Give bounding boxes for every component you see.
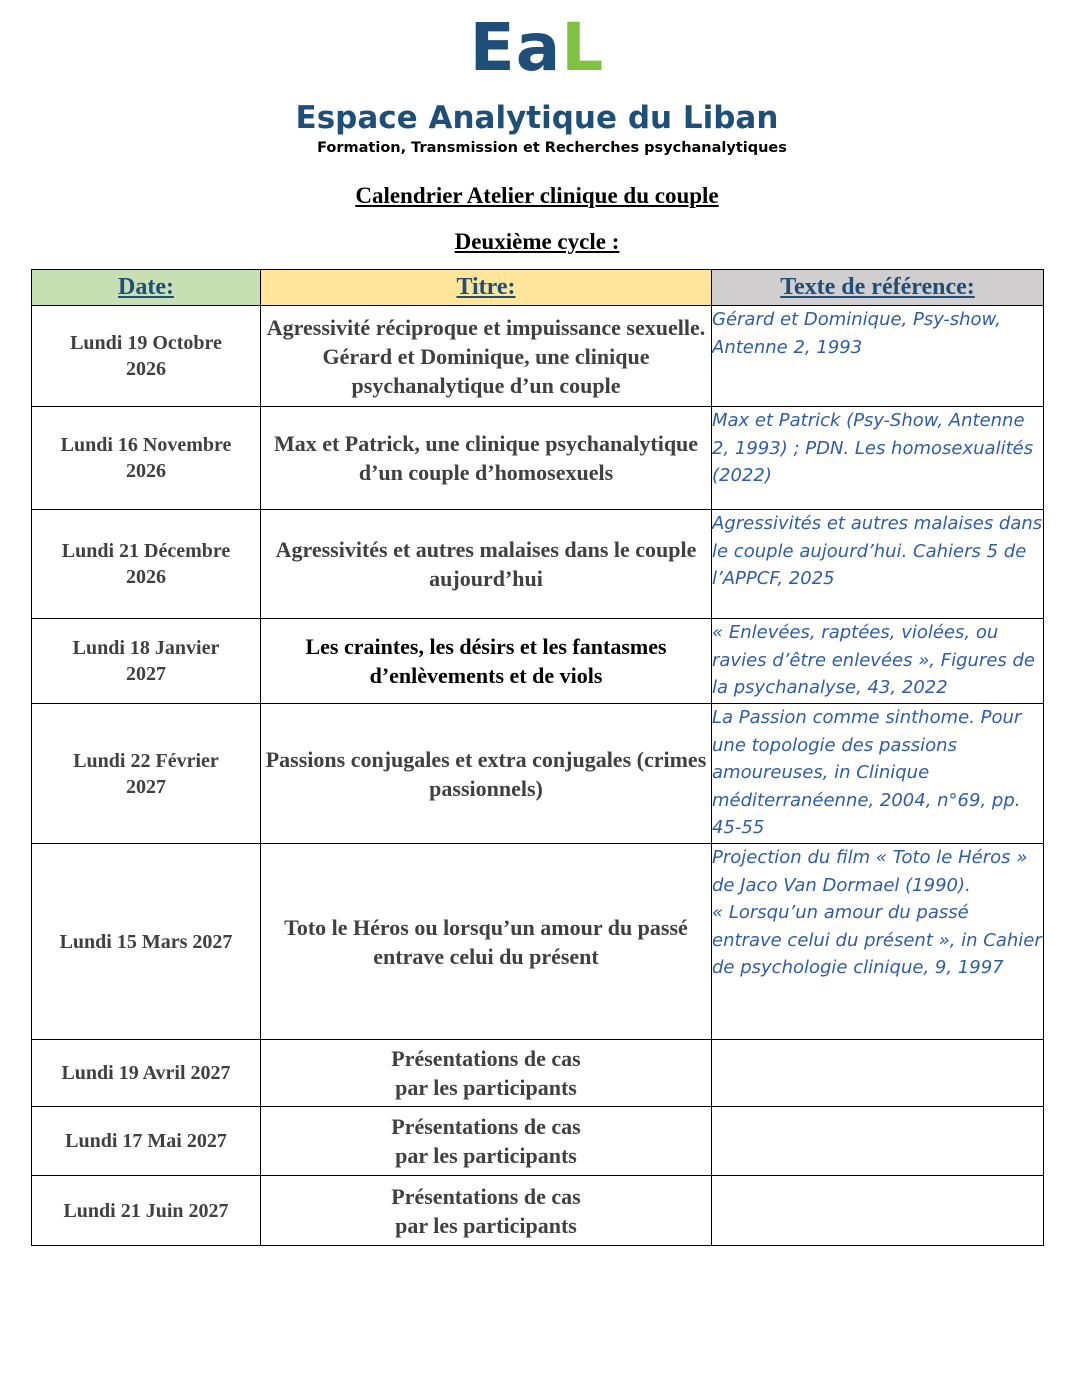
- row-title: Présentations de cas par les participants: [261, 1107, 712, 1176]
- row-date: Lundi 18 Janvier 2027: [32, 619, 261, 704]
- row-reference: Max et Patrick (Psy-Show, Antenne 2, 1993) ; PDN. Les homosexualités (2022): [712, 407, 1044, 510]
- table-row: [32, 1040, 1044, 1107]
- row-reference: « Enlevées, raptées, violées, ou ravies d’être enlevées », Figures de la psychanalyse, 43, 2022: [712, 619, 1044, 704]
- row-date: Lundi 19 Octobre 2026: [32, 306, 261, 407]
- header-title: Titre:: [261, 270, 712, 306]
- row-title: Agressivités et autres malaises dans le couple aujourd’hui: [261, 510, 712, 619]
- table-row: [32, 306, 1044, 407]
- row-date: Lundi 21 Juin 2027: [32, 1176, 261, 1246]
- row-title: Passions conjugales et extra conjugales (crimes passionnels): [261, 704, 712, 844]
- row-reference: La Passion comme sinthome. Pour une topologie des passions amoureuses, in Clinique méditerranéenne, 2004, n°69, pp. 45-55: [712, 704, 1044, 844]
- row-date: Lundi 22 Février 2027: [32, 704, 261, 844]
- row-title: Max et Patrick, une clinique psychanalytique d’un couple d’homosexuels: [261, 407, 712, 510]
- cycle-title: Deuxième cycle :: [454, 229, 620, 254]
- header-reference: Texte de référence:: [712, 270, 1044, 306]
- calendar-table: [31, 269, 1044, 1246]
- table-row: [32, 704, 1044, 844]
- table-row: [32, 510, 1044, 619]
- table-row: [32, 844, 1044, 1040]
- row-reference: [712, 1040, 1044, 1107]
- row-reference: [712, 1176, 1044, 1246]
- row-date: Lundi 17 Mai 2027: [32, 1107, 261, 1176]
- row-title: Présentations de cas par les participants: [261, 1040, 712, 1107]
- row-reference: Gérard et Dominique, Psy-show, Antenne 2, 1993: [712, 306, 1044, 407]
- eal-logo: [0, 10, 1074, 86]
- row-date: Lundi 19 Avril 2027: [32, 1040, 261, 1107]
- row-date: Lundi 21 Décembre 2026: [32, 510, 261, 619]
- row-title: Les craintes, les désirs et les fantasmes d’enlèvements et de viols: [261, 619, 712, 704]
- row-reference: [712, 1107, 1044, 1176]
- document-title: Calendrier Atelier clinique du couple: [355, 183, 719, 208]
- organization-subtitle: Formation, Transmission et Recherches psychanalytiques: [317, 140, 787, 156]
- logo-l-text: L: [561, 9, 605, 86]
- table-row: [32, 407, 1044, 510]
- table-row: [32, 619, 1044, 704]
- row-title: Agressivité réciproque et impuissance sexuelle. Gérard et Dominique, une clinique psychanalytique d’un couple: [261, 306, 712, 407]
- row-reference: Projection du film « Toto le Héros » de Jaco Van Dormael (1990). « Lorsqu’un amour du passé entrave celui du présent », in Cahier de psychologie clinique, 9, 1997: [712, 844, 1044, 1040]
- header-date: Date:: [32, 270, 261, 306]
- table-header-row: [32, 270, 1044, 306]
- row-reference: Agressivités et autres malaises dans le couple aujourd’hui. Cahiers 5 de l’APPCF, 2025: [712, 510, 1044, 619]
- row-date: Lundi 15 Mars 2027: [32, 844, 261, 1040]
- row-date: Lundi 16 Novembre 2026: [32, 407, 261, 510]
- logo-ea-text: Ea: [469, 9, 562, 86]
- row-title: Présentations de cas par les participants: [261, 1176, 712, 1246]
- table-row: [32, 1107, 1044, 1176]
- row-title: Toto le Héros ou lorsqu’un amour du passé entrave celui du présent: [261, 844, 712, 1040]
- organization-name: Espace Analytique du Liban: [295, 100, 779, 136]
- table-row: [32, 1176, 1044, 1246]
